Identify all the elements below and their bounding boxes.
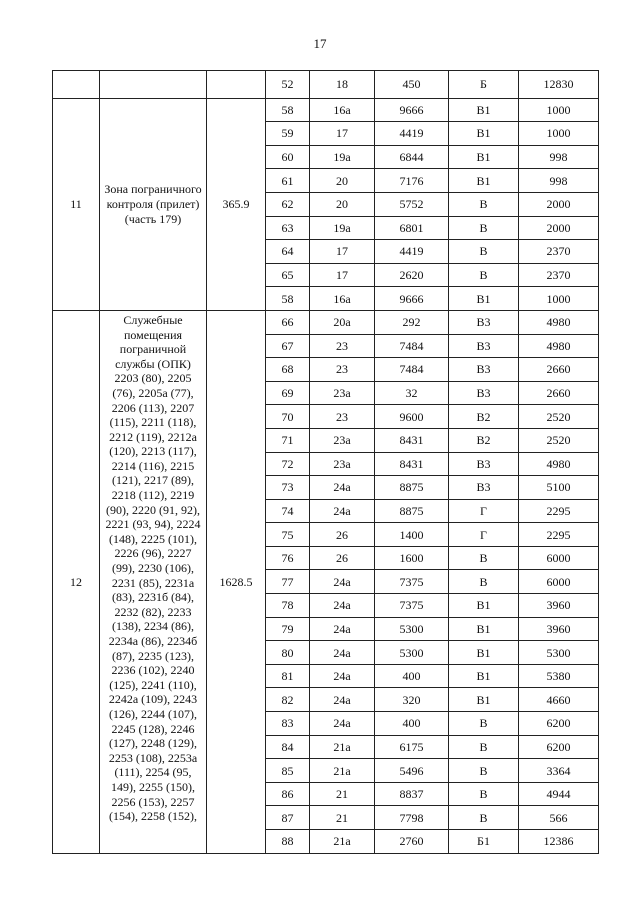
- table-cell-c4: В3: [449, 358, 519, 382]
- group-number-cell: 11: [53, 98, 100, 310]
- table-cell-c5: 6000: [519, 546, 599, 570]
- table-cell-c5: 4660: [519, 688, 599, 712]
- table-cell-c5: 566: [519, 806, 599, 830]
- table-cell-c2: 23а: [310, 381, 375, 405]
- table-cell-c4: В1: [449, 617, 519, 641]
- table-cell-c5: 2370: [519, 263, 599, 287]
- table-cell-c4: В: [449, 263, 519, 287]
- table-cell-c1: 65: [266, 263, 310, 287]
- table-cell-c2: 19а: [310, 216, 375, 240]
- table-cell-c1: 67: [266, 334, 310, 358]
- table-cell-c4: В1: [449, 287, 519, 311]
- data-table: [52, 70, 599, 854]
- table-cell-c5: 5300: [519, 641, 599, 665]
- table-cell-c2: 19а: [310, 145, 375, 169]
- table-cell-c1: 66: [266, 310, 310, 334]
- table-cell-c3: 6801: [375, 216, 449, 240]
- table-cell-c1: 52: [266, 71, 310, 99]
- table-cell-c1: 77: [266, 570, 310, 594]
- table-cell-c4: В: [449, 712, 519, 736]
- table-cell-c2: 24а: [310, 476, 375, 500]
- table-cell-c5: 3960: [519, 594, 599, 618]
- table-cell-c2: 24а: [310, 688, 375, 712]
- table-cell-c2: 24а: [310, 594, 375, 618]
- table-cell-c4: В1: [449, 98, 519, 122]
- table-cell-c1: 74: [266, 499, 310, 523]
- table-cell-c3: 450: [375, 71, 449, 99]
- table-cell-c5: 6000: [519, 570, 599, 594]
- table-cell-c3: 6844: [375, 145, 449, 169]
- table-cell-c3: 1400: [375, 523, 449, 547]
- table-cell-c1: 58: [266, 287, 310, 311]
- table-cell-c2: 23: [310, 405, 375, 429]
- table-cell-c5: 6200: [519, 712, 599, 736]
- table-cell-c1: 80: [266, 641, 310, 665]
- table-cell-c1: 62: [266, 192, 310, 216]
- table-cell-c2: 24а: [310, 712, 375, 736]
- table-cell-c2: 21: [310, 806, 375, 830]
- table-cell-c2: 21а: [310, 830, 375, 854]
- group-number-cell: [53, 71, 100, 99]
- table-cell-c5: 5380: [519, 664, 599, 688]
- table-cell-c4: В3: [449, 334, 519, 358]
- table-row: [53, 98, 599, 122]
- table-cell-c3: 8431: [375, 452, 449, 476]
- table-cell-c3: 400: [375, 664, 449, 688]
- table-cell-c2: 23: [310, 358, 375, 382]
- table-cell-c5: 12386: [519, 830, 599, 854]
- table-cell-c1: 83: [266, 712, 310, 736]
- table-cell-c2: 16а: [310, 98, 375, 122]
- table-cell-c1: 84: [266, 735, 310, 759]
- table-cell-c4: В2: [449, 428, 519, 452]
- table-cell-c3: 9600: [375, 405, 449, 429]
- table-cell-c3: 8875: [375, 499, 449, 523]
- table-cell-c4: Г: [449, 499, 519, 523]
- table-cell-c1: 87: [266, 806, 310, 830]
- table-cell-c3: 32: [375, 381, 449, 405]
- table-cell-c2: 24а: [310, 664, 375, 688]
- table-cell-c2: 24а: [310, 570, 375, 594]
- table-cell-c4: В3: [449, 310, 519, 334]
- table-cell-c3: 2760: [375, 830, 449, 854]
- table-cell-c5: 2370: [519, 240, 599, 264]
- table-cell-c2: 17: [310, 122, 375, 146]
- table-cell-c3: 8875: [375, 476, 449, 500]
- table-cell-c5: 4944: [519, 782, 599, 806]
- table-cell-c2: 24а: [310, 641, 375, 665]
- group-area-cell: 1628.5: [207, 310, 266, 853]
- table-cell-c1: 70: [266, 405, 310, 429]
- table-cell-c2: 26: [310, 546, 375, 570]
- table-cell-c4: В3: [449, 452, 519, 476]
- table-cell-c1: 63: [266, 216, 310, 240]
- table-cell-c5: 2000: [519, 192, 599, 216]
- table-cell-c1: 86: [266, 782, 310, 806]
- table-cell-c4: В: [449, 735, 519, 759]
- table-cell-c3: 8837: [375, 782, 449, 806]
- table-cell-c5: 1000: [519, 287, 599, 311]
- table-body: [53, 71, 599, 854]
- table-cell-c4: В1: [449, 169, 519, 193]
- table-cell-c5: 4980: [519, 452, 599, 476]
- table-cell-c2: 20а: [310, 310, 375, 334]
- table-cell-c5: 3364: [519, 759, 599, 783]
- table-cell-c2: 26: [310, 523, 375, 547]
- table-cell-c4: В1: [449, 145, 519, 169]
- table-cell-c3: 6175: [375, 735, 449, 759]
- table-cell-c2: 21: [310, 782, 375, 806]
- table-cell-c5: 2520: [519, 428, 599, 452]
- table-cell-c1: 76: [266, 546, 310, 570]
- table-cell-c3: 4419: [375, 122, 449, 146]
- table-cell-c1: 68: [266, 358, 310, 382]
- table-cell-c2: 20: [310, 169, 375, 193]
- table-cell-c3: 7375: [375, 570, 449, 594]
- table-cell-c5: 2295: [519, 523, 599, 547]
- table-cell-c3: 7798: [375, 806, 449, 830]
- table-cell-c5: 1000: [519, 122, 599, 146]
- table-cell-c1: 58: [266, 98, 310, 122]
- page-number: 17: [313, 36, 327, 51]
- table-cell-c1: 73: [266, 476, 310, 500]
- table-cell-c3: 8431: [375, 428, 449, 452]
- table-cell-c5: 2295: [519, 499, 599, 523]
- table-cell-c4: В1: [449, 641, 519, 665]
- table-cell-c5: 2660: [519, 358, 599, 382]
- group-description-cell: [100, 71, 207, 99]
- table-cell-c4: В2: [449, 405, 519, 429]
- table-cell-c4: В: [449, 216, 519, 240]
- table-cell-c2: 21а: [310, 735, 375, 759]
- table-cell-c2: 23а: [310, 452, 375, 476]
- table-cell-c3: 4419: [375, 240, 449, 264]
- table-cell-c2: 24а: [310, 617, 375, 641]
- table-cell-c3: 5496: [375, 759, 449, 783]
- table-cell-c1: 69: [266, 381, 310, 405]
- table-cell-c5: 2000: [519, 216, 599, 240]
- table-cell-c3: 5300: [375, 617, 449, 641]
- table-cell-c5: 6200: [519, 735, 599, 759]
- table-cell-c1: 82: [266, 688, 310, 712]
- table-cell-c1: 60: [266, 145, 310, 169]
- table-cell-c5: 1000: [519, 98, 599, 122]
- table-cell-c4: В: [449, 570, 519, 594]
- table-cell-c3: 320: [375, 688, 449, 712]
- table-cell-c3: 400: [375, 712, 449, 736]
- table-cell-c4: В: [449, 782, 519, 806]
- group-area-cell: 365.9: [207, 98, 266, 310]
- group-description-cell: Служебные помещения пограничной службы (ОПК) 2203 (80), 2205 (76), 2205а (77), 2206 (113), 2207 (115), 2211 (118), 2212 (119), 2212а (120), 2213 (117), 2214 (116), 2215 (121), 2217 (89), 2218 (112), 2219 (90), 2220 (91, 92), 2221 (93, 94), 2224 (148), 2225 (101), 2226 (96), 2227 (99), 2230 (106), 2231 (85), 2231а (83), 2231б (84), 2232 (82), 2233 (138), 2234 (86), 2234а (86), 2234б (87), 2235 (123), 2236 (102), 2240 (125), 2241 (110), 2242а (109), 2243 (126), 2244 (107), 2245 (128), 2246 (127), 2248 (129), 2253 (108), 2253а (111), 2254 (95, 149), 2255 (150), 2256 (153), 2257 (154), 2258 (152),: [100, 310, 207, 853]
- table-cell-c5: 4980: [519, 334, 599, 358]
- table-cell-c4: В1: [449, 688, 519, 712]
- table-cell-c3: 292: [375, 310, 449, 334]
- table-cell-c3: 2620: [375, 263, 449, 287]
- table-cell-c3: 1600: [375, 546, 449, 570]
- table-cell-c5: 12830: [519, 71, 599, 99]
- table-cell-c2: 16а: [310, 287, 375, 311]
- table-cell-c4: В1: [449, 664, 519, 688]
- table-cell-c1: 61: [266, 169, 310, 193]
- table-cell-c5: 4980: [519, 310, 599, 334]
- table-cell-c2: 20: [310, 192, 375, 216]
- table-cell-c2: 23а: [310, 428, 375, 452]
- table-cell-c3: 7484: [375, 334, 449, 358]
- table-cell-c4: В: [449, 240, 519, 264]
- table-cell-c1: 85: [266, 759, 310, 783]
- table-cell-c2: 17: [310, 263, 375, 287]
- table-cell-c5: 5100: [519, 476, 599, 500]
- table-cell-c5: 2520: [519, 405, 599, 429]
- table-cell-c1: 79: [266, 617, 310, 641]
- table-cell-c2: 24а: [310, 499, 375, 523]
- group-area-cell: [207, 71, 266, 99]
- table-cell-c3: 5300: [375, 641, 449, 665]
- table-cell-c3: 7484: [375, 358, 449, 382]
- table-cell-c3: 7176: [375, 169, 449, 193]
- table-cell-c2: 18: [310, 71, 375, 99]
- table-cell-c4: В1: [449, 594, 519, 618]
- table-cell-c4: В: [449, 759, 519, 783]
- table-cell-c1: 72: [266, 452, 310, 476]
- table-cell-c5: 3960: [519, 617, 599, 641]
- table-cell-c2: 21а: [310, 759, 375, 783]
- table-cell-c4: В1: [449, 122, 519, 146]
- table-cell-c3: 5752: [375, 192, 449, 216]
- table-cell-c1: 71: [266, 428, 310, 452]
- table-cell-c1: 88: [266, 830, 310, 854]
- group-description-cell: Зона пограничного контроля (прилет) (часть 179): [100, 98, 207, 310]
- table-cell-c5: 998: [519, 169, 599, 193]
- table-cell-c1: 78: [266, 594, 310, 618]
- table-cell-c1: 75: [266, 523, 310, 547]
- table-cell-c2: 23: [310, 334, 375, 358]
- table-row: [53, 71, 599, 99]
- table-cell-c4: В: [449, 806, 519, 830]
- table-cell-c4: Б: [449, 71, 519, 99]
- table-cell-c4: Г: [449, 523, 519, 547]
- table-cell-c4: В3: [449, 476, 519, 500]
- table-cell-c2: 17: [310, 240, 375, 264]
- table-cell-c4: Б1: [449, 830, 519, 854]
- table-cell-c4: В: [449, 546, 519, 570]
- table-cell-c1: 59: [266, 122, 310, 146]
- table-cell-c1: 81: [266, 664, 310, 688]
- table-cell-c4: В: [449, 192, 519, 216]
- table-cell-c4: В3: [449, 381, 519, 405]
- table-cell-c5: 998: [519, 145, 599, 169]
- table-cell-c1: 64: [266, 240, 310, 264]
- table-cell-c3: 7375: [375, 594, 449, 618]
- table-cell-c5: 2660: [519, 381, 599, 405]
- table-cell-c3: 9666: [375, 98, 449, 122]
- table-row: [53, 310, 599, 334]
- table-cell-c3: 9666: [375, 287, 449, 311]
- group-number-cell: 12: [53, 310, 100, 853]
